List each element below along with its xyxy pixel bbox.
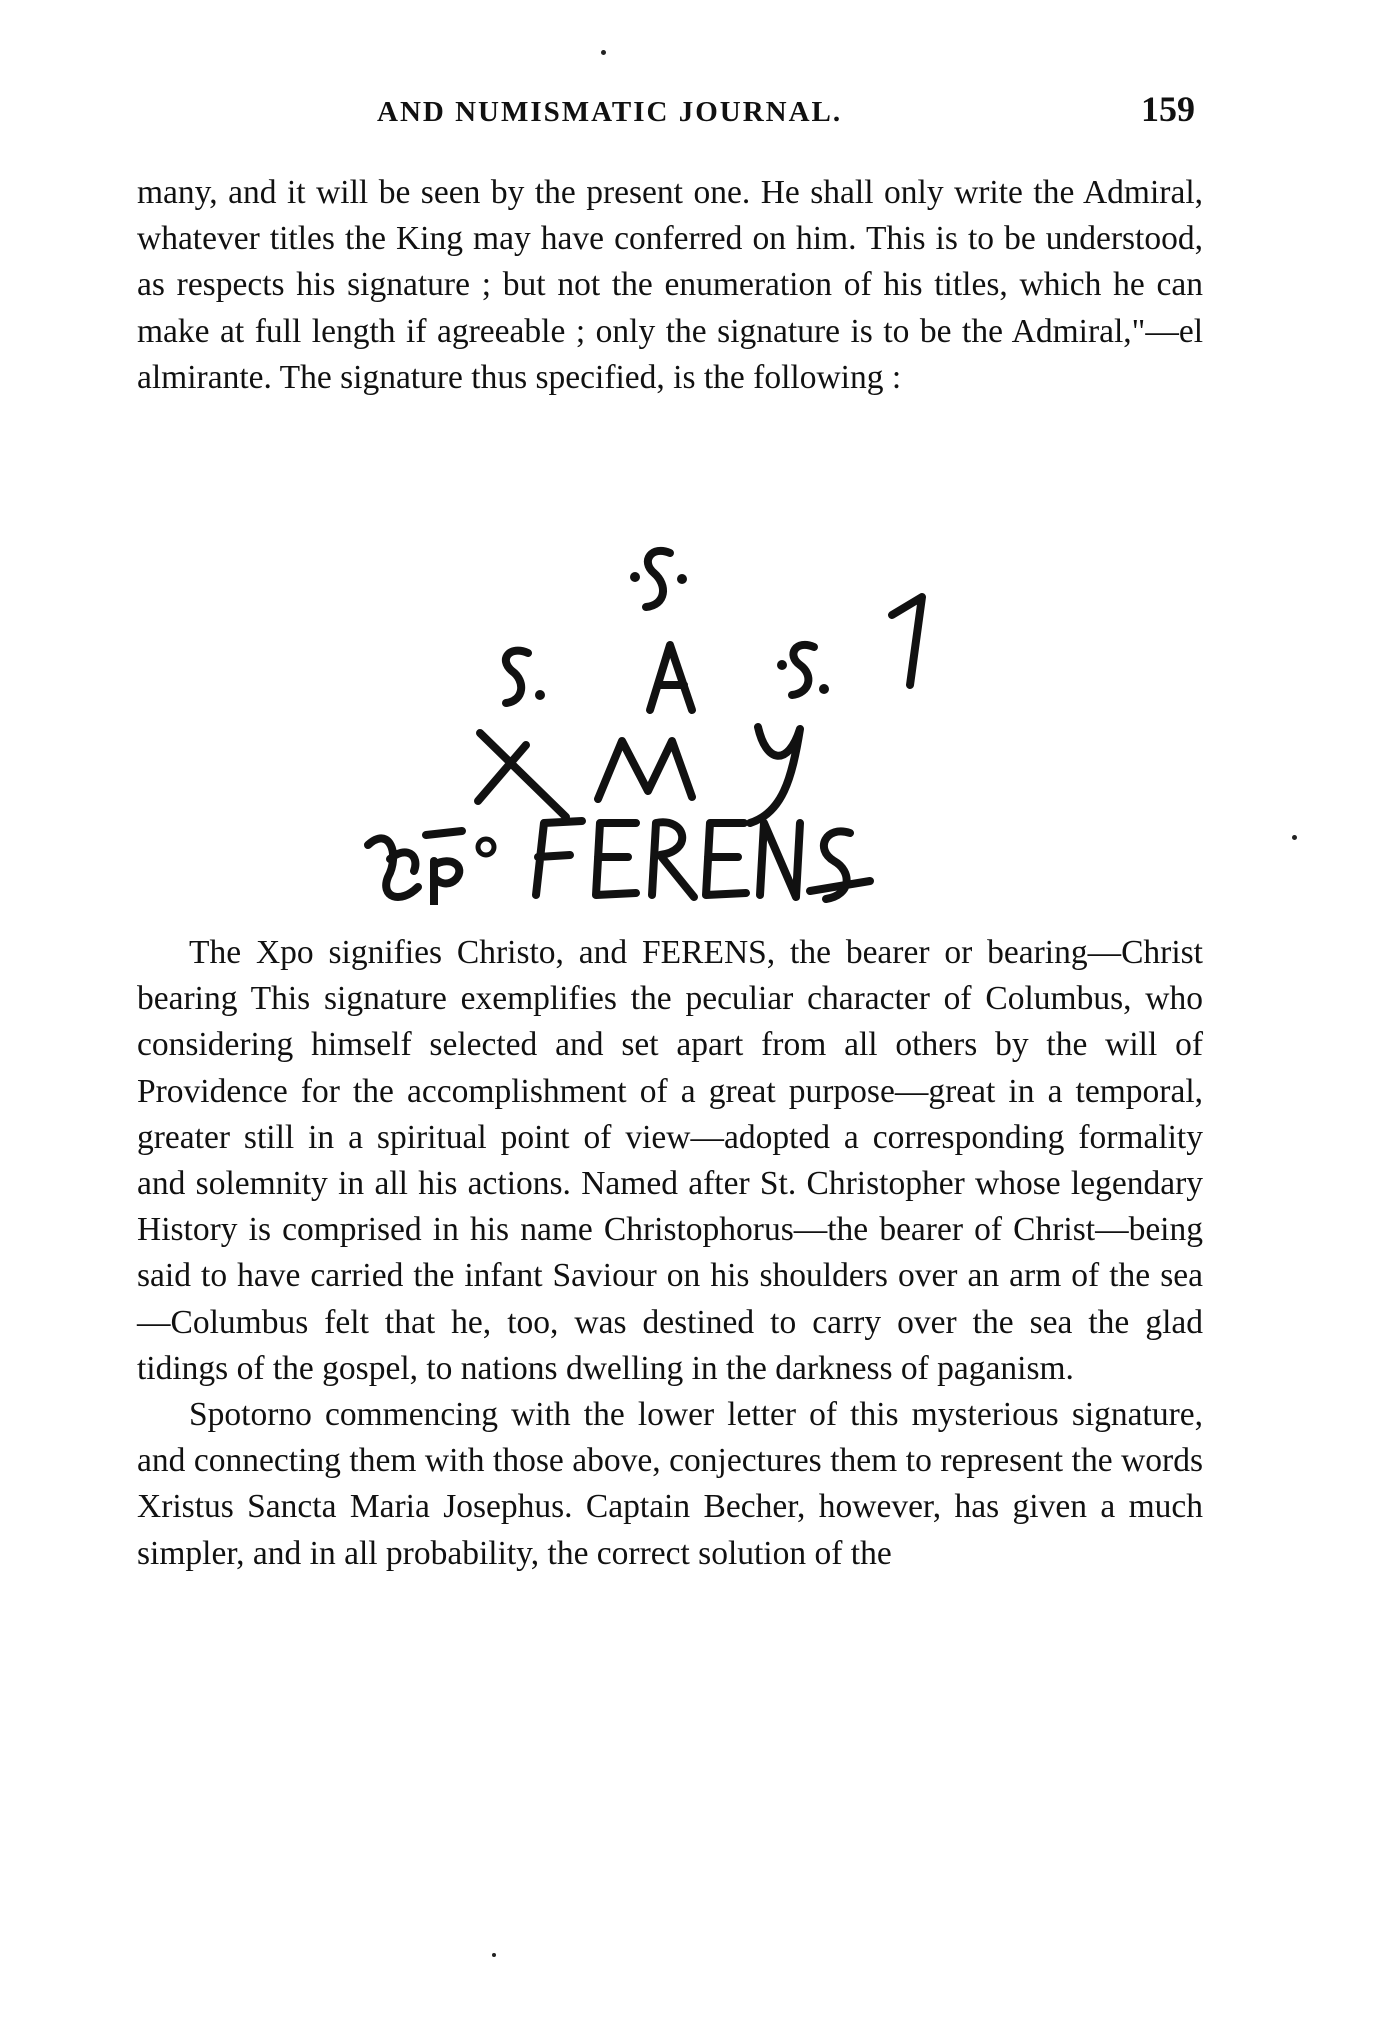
paragraph: many, and it will be seen by the present one. He shall only write the Admiral, whatever titles the King may have conferred on him. This is to be understood, as respects his signature ; but not the enumeration of his titles, which he can make at full length if agreeable ; only the signature is to be the Admiral,"—el almirante. The signature thus specified, is the following : bbox=[137, 174, 1203, 396]
running-head bbox=[137, 88, 1203, 138]
ink-speck bbox=[1292, 835, 1297, 840]
running-title: AND NUMISMATIC JOURNAL. bbox=[377, 96, 843, 128]
page-number: 159 bbox=[1141, 89, 1195, 129]
signature-drawing bbox=[330, 505, 1050, 905]
ink-speck bbox=[492, 1953, 496, 1957]
paragraph: The Xpo signifies Christo, and FERENS, the bearer or bearing—Christ bearing This signature exemplifies the peculiar character of Columbus, who considering himself selected and set apart from all others by the will of Providence for the accomplishment of a great purpose—great in a temporal, greater still in a spiritual point of view—adopted a corresponding formality and solemnity in all his actions. Named after St. Christopher whose legendary History is comprised in his name Christophorus—the bearer of Christ—being said to have carried the infant Saviour on his shoulders over an arm of the sea—Columbus felt that he, too, was destined to carry over the sea the glad tidings of the gospel, to nations dwelling in the darkness of paganism. bbox=[137, 934, 1203, 1387]
ink-speck bbox=[601, 50, 606, 55]
text-block-bottom bbox=[137, 930, 1203, 1577]
paragraph: Spotorno commencing with the lower letter of this mysterious signature, and connecting them with those above, conjectures them to represent the words Xristus Sancta Maria Josephus. Captain Becher, however, has given a much simpler, and in all probability, the correct solution of the bbox=[137, 1396, 1203, 1572]
columbus-signature bbox=[330, 505, 1050, 905]
text-block-top bbox=[137, 170, 1203, 401]
